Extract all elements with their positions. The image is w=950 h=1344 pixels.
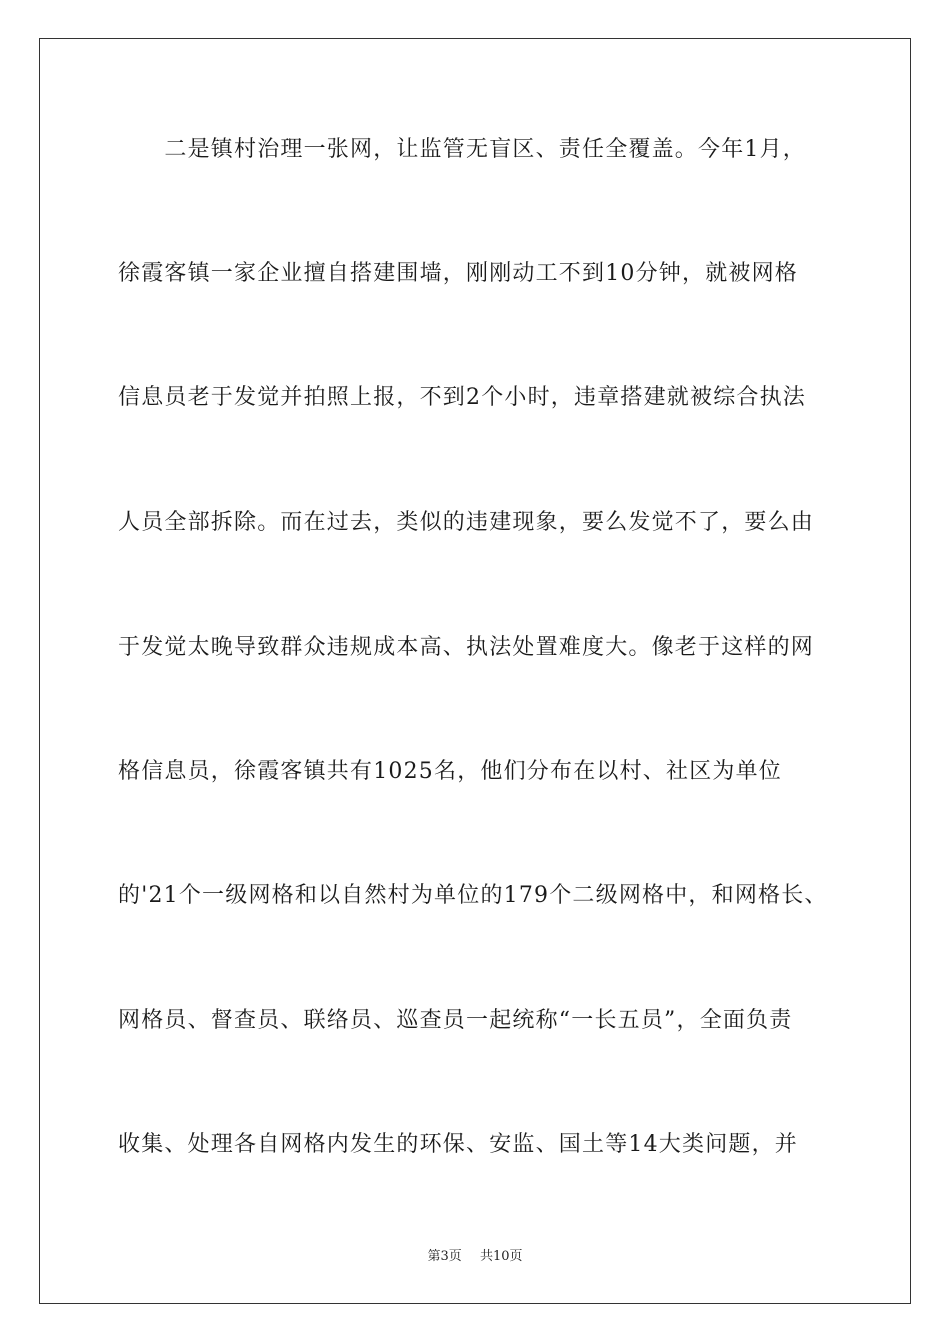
text-line: 二是镇村治理一张网，让监管无盲区、责任全覆盖。今年1月， [118,137,806,162]
page-footer [0,1248,950,1266]
text-line: 人员全部拆除。而在过去，类似的违建现象，要么发觉不了，要么由 [118,510,815,535]
text-line: 徐霞客镇一家企业擅自搭建围墙，刚刚动工不到10分钟，就被网格 [118,261,798,286]
text-line: 的'21个一级网格和以自然村为单位的179个二级网格中，和网格长、 [118,883,828,908]
page-border [39,38,911,1304]
text-line: 信息员老于发觉并拍照上报，不到2个小时，违章搭建就被综合执法 [118,385,806,410]
page-number-total: 共10页 [479,1249,523,1264]
page-number-current: 第3页 [427,1249,462,1264]
text-line: 网格员、督查员、联络员、巡查员一起统称“一长五员”，全面负责 [118,1008,793,1033]
text-line: 收集、处理各自网格内发生的环保、安监、国土等14大类问题，并 [118,1132,798,1157]
text-line: 格信息员，徐霞客镇共有1025名，他们分布在以村、社区为单位 [118,759,782,784]
text-line: 于发觉太晚导致群众违规成本高、执法处置难度大。像老于这样的网 [118,635,815,660]
